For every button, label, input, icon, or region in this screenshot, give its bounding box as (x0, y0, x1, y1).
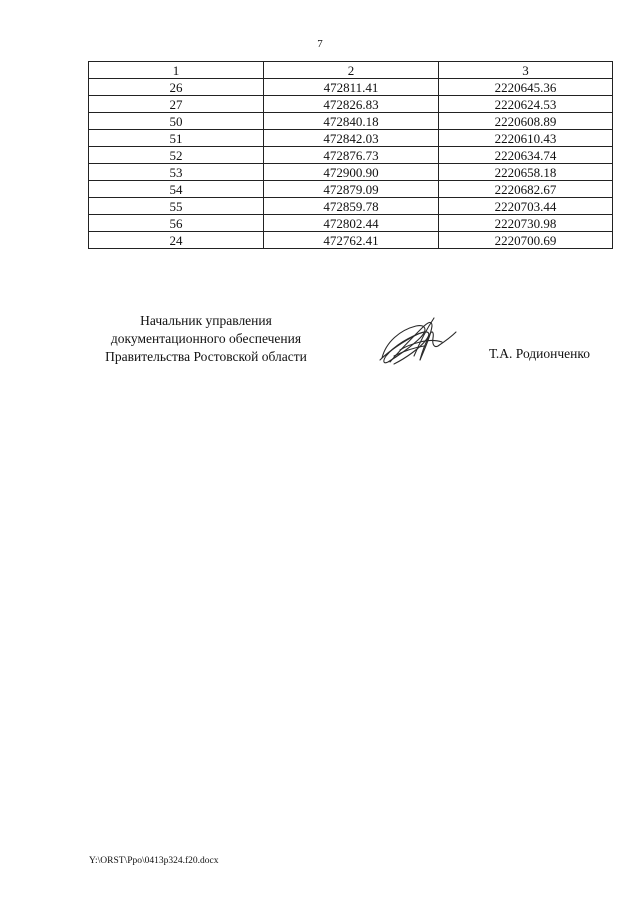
point-number-cell: 53 (89, 164, 264, 181)
x-coordinate-cell: 472842.03 (264, 130, 439, 147)
point-number-cell: 51 (89, 130, 264, 147)
y-coordinate-cell: 2220682.67 (439, 181, 613, 198)
column-header: 1 (89, 62, 264, 79)
point-number-cell: 56 (89, 215, 264, 232)
y-coordinate-cell: 2220610.43 (439, 130, 613, 147)
y-coordinate-cell: 2220645.36 (439, 79, 613, 96)
y-coordinate-cell: 2220634.74 (439, 147, 613, 164)
x-coordinate-cell: 472900.90 (264, 164, 439, 181)
point-number-cell: 54 (89, 181, 264, 198)
point-number-cell: 52 (89, 147, 264, 164)
signatory-title-line: Правительства Ростовской области (105, 349, 307, 364)
x-coordinate-cell: 472762.41 (264, 232, 439, 249)
x-coordinate-cell: 472826.83 (264, 96, 439, 113)
handwritten-signature (376, 312, 460, 372)
x-coordinate-cell: 472876.73 (264, 147, 439, 164)
y-coordinate-cell: 2220624.53 (439, 96, 613, 113)
point-number-cell: 24 (89, 232, 264, 249)
x-coordinate-cell: 472811.41 (264, 79, 439, 96)
point-number-cell: 26 (89, 79, 264, 96)
y-coordinate-cell: 2220730.98 (439, 215, 613, 232)
page-number: 7 (317, 38, 323, 50)
table-row (89, 164, 613, 181)
point-number-cell: 50 (89, 113, 264, 130)
column-header: 3 (439, 62, 613, 79)
table-row (89, 215, 613, 232)
x-coordinate-cell: 472879.09 (264, 181, 439, 198)
table-row (89, 198, 613, 215)
column-header: 2 (264, 62, 439, 79)
x-coordinate-cell: 472802.44 (264, 215, 439, 232)
point-number-cell: 27 (89, 96, 264, 113)
table-row (89, 113, 613, 130)
table-header-row (89, 62, 613, 79)
table-row (89, 232, 613, 249)
coordinates-table (88, 61, 613, 249)
document-file-path: Y:\ORST\Ppo\0413p324.f20.docx (89, 856, 219, 866)
point-number-cell: 55 (89, 198, 264, 215)
signatory-title-line: Начальник управления (140, 313, 272, 328)
y-coordinate-cell: 2220608.89 (439, 113, 613, 130)
signatory-title-block (88, 312, 324, 366)
table-row (89, 181, 613, 198)
table-row (89, 96, 613, 113)
table-row (89, 79, 613, 96)
table-row (89, 147, 613, 164)
table-row (89, 130, 613, 147)
signer-name: Т.А. Родионченко (489, 346, 590, 361)
y-coordinate-cell: 2220658.18 (439, 164, 613, 181)
signatory-title-line: документационного обеспечения (110, 331, 302, 346)
y-coordinate-cell: 2220700.69 (439, 232, 613, 249)
y-coordinate-cell: 2220703.44 (439, 198, 613, 215)
x-coordinate-cell: 472859.78 (264, 198, 439, 215)
x-coordinate-cell: 472840.18 (264, 113, 439, 130)
